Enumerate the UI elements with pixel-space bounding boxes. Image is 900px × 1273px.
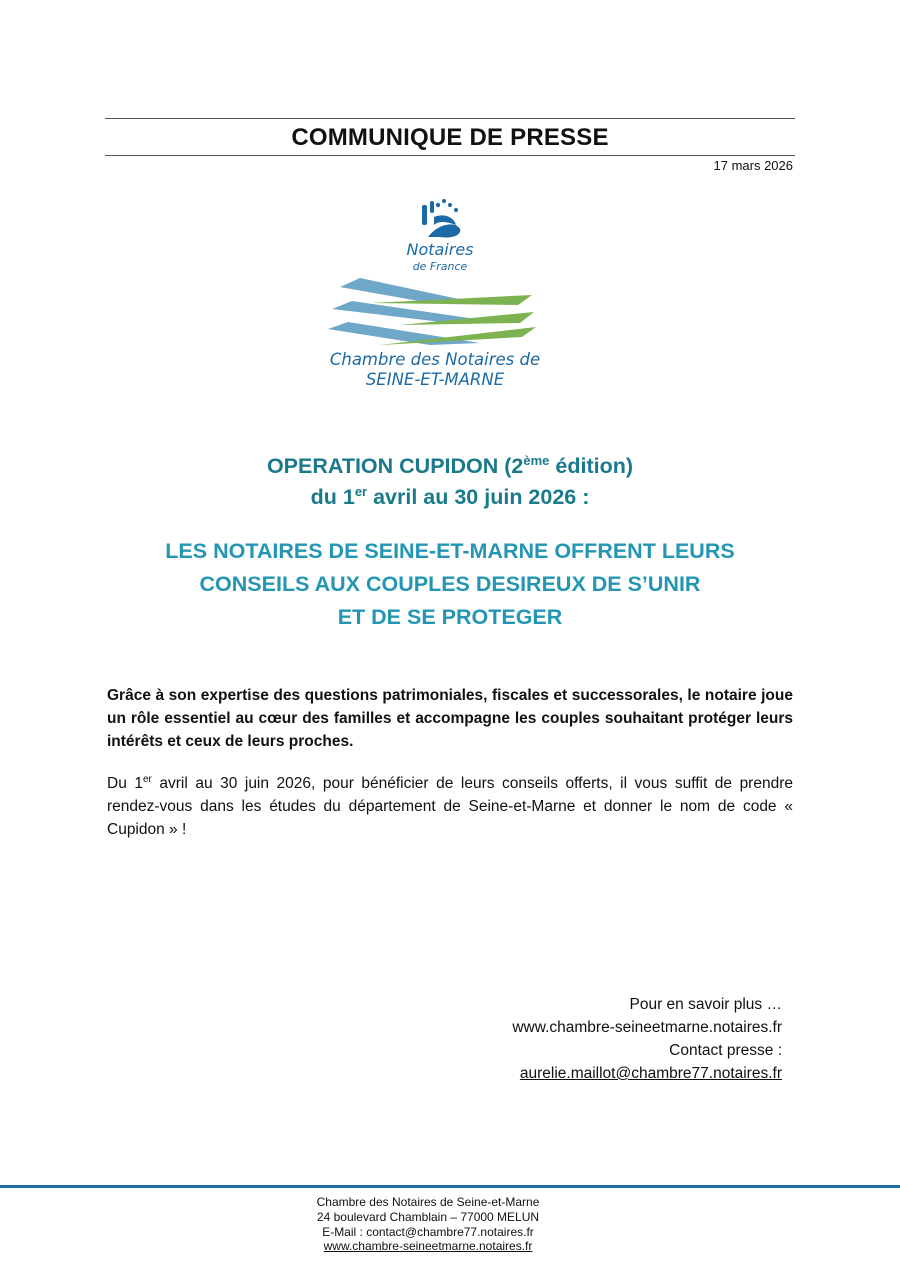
website-link[interactable]: www.chambre-seineetmarne.notaires.fr	[512, 1019, 782, 1036]
press-email-link[interactable]: aurelie.maillot@chambre77.notaires.fr	[519, 1065, 782, 1082]
subhead-line2: CONSEILS AUX COUPLES DESIREUX DE S’UNIR	[199, 572, 701, 596]
logo-chamber-name	[310, 350, 560, 390]
intro-paragraph: Grâce à son expertise des questions patrimoniales, fiscales et successorales, le notaire joue un rôle essentiel au cœur des familles et accompagne les couples souhaitant protéger leurs intérêts et ceux de leurs proches.	[107, 687, 793, 750]
logo-chamber-line2: SEINE-ET-MARNE	[365, 369, 505, 389]
footer-rule	[0, 1185, 900, 1188]
notaires-emblem-icon	[422, 199, 460, 238]
header-bottom-rule	[105, 155, 795, 156]
logo-chamber-line1: Chambre des Notaires de	[329, 350, 541, 369]
logo-brand-subtitle: de France	[412, 260, 468, 273]
footer-address: 24 boulevard Chamblain – 77000 MELUN	[316, 1209, 540, 1224]
chambre-notaires-logo	[310, 195, 560, 395]
subheadline	[0, 535, 900, 634]
logo-brand-name: Notaires	[406, 240, 474, 259]
subhead-line3: ET DE SE PROTEGER	[337, 605, 563, 629]
press-contact-label: Contact presse :	[669, 1042, 782, 1059]
footer	[0, 1195, 856, 1254]
details-paragraph: Du 1er avril au 30 juin 2026, pour bénéficier de leurs conseils offerts, il vous suffit de prendre rendez-vous dans les études du département de Seine-et-Marne et donner le nom de code « Cupidon » !	[107, 773, 793, 838]
operation-headline	[0, 451, 900, 513]
footer-url-link[interactable]: www.chambre-seineetmarne.notaires.fr	[323, 1239, 533, 1254]
document-title: COMMUNIQUE DE PRESSE	[291, 124, 609, 151]
contact-block	[420, 993, 782, 1085]
release-date: 17 mars 2026	[713, 158, 793, 173]
more-info-label: Pour en savoir plus …	[629, 996, 782, 1013]
footer-email: E-Mail : contact@chambre77.notaires.fr	[322, 1224, 534, 1239]
subhead-line1: LES NOTAIRES DE SEINE-ET-MARNE OFFRENT LEURS	[165, 539, 735, 563]
headline-line2: du 1er avril au 30 juin 2026 :	[310, 483, 590, 509]
headline-line1: OPERATION CUPIDON (2ème édition)	[266, 452, 634, 478]
stripes-graphic	[328, 278, 536, 345]
header-top-rule	[105, 118, 795, 119]
footer-name: Chambre des Notaires de Seine-et-Marne	[316, 1195, 540, 1209]
